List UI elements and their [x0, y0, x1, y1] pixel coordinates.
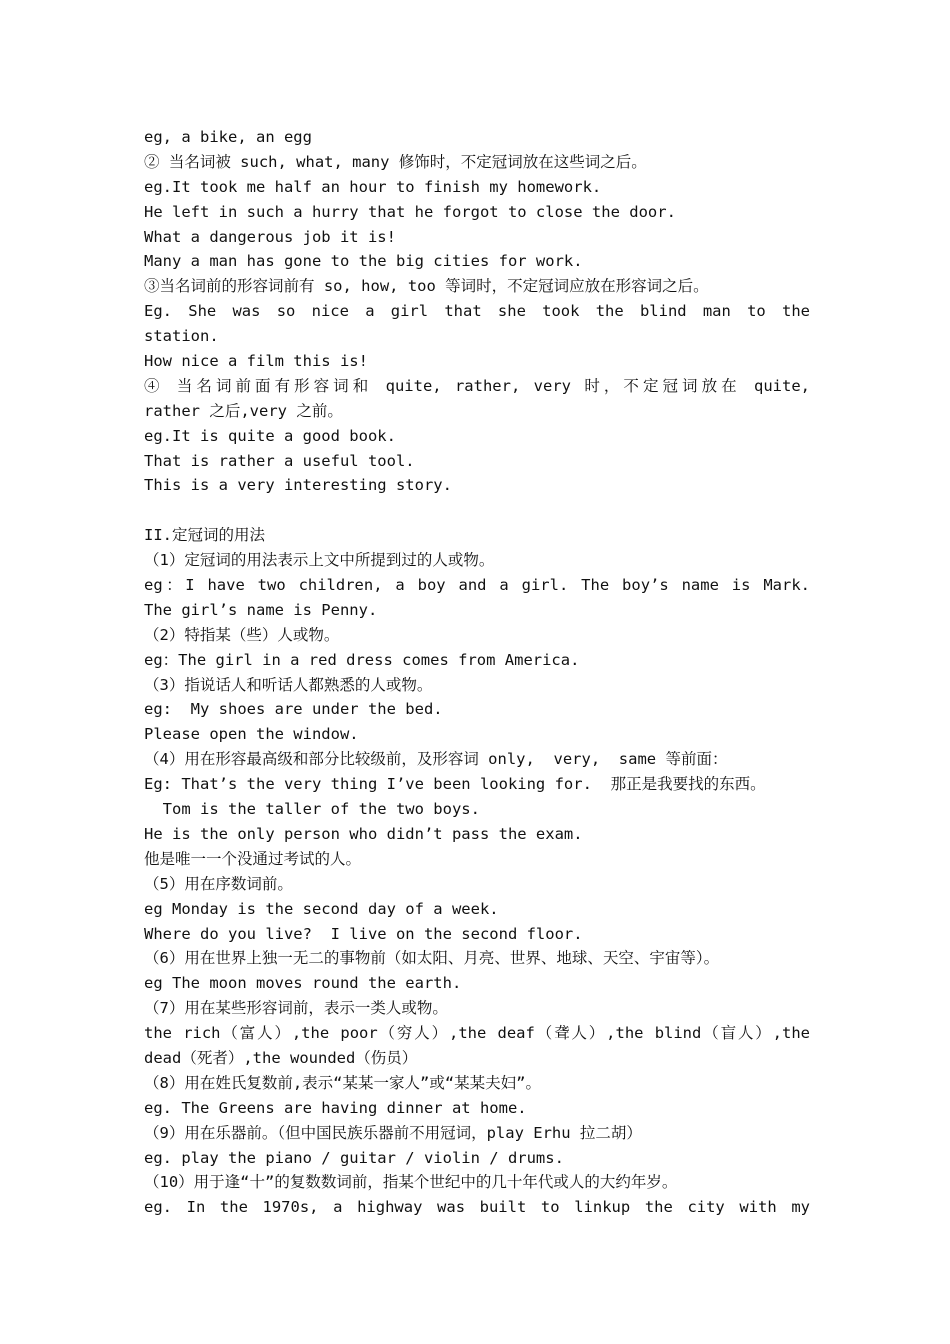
- text-line: Eg: That’s the very thing I’ve been looking for. 那正是我要找的东西。: [144, 775, 766, 794]
- text-line: He is the only person who didn’t pass the exam.: [144, 824, 583, 843]
- text-line: ② 当名词被 such, what, many 修饰时，不定冠词放在这些词之后。: [144, 152, 647, 171]
- document-page: [144, 125, 810, 1220]
- text-line: How nice a film this is!: [144, 352, 368, 371]
- text-line: （9）用在乐器前。（但中国民族乐器前不用冠词，play Erhu 拉二胡）: [144, 1123, 642, 1142]
- text-line: Many a man has gone to the big cities for work.: [144, 252, 583, 271]
- text-line: dead（死者）,the wounded（伤员）: [144, 1048, 418, 1067]
- text-line: the rich（富人）,the poor（穷人）,the deaf（聋人）,the blind（盲人）,the: [144, 1024, 810, 1043]
- text-line: （3）指说话人和听话人都熟悉的人或物。: [144, 675, 433, 694]
- text-line: Eg. She was so nice a girl that she took the blind man to the: [144, 302, 810, 321]
- text-line: （1）定冠词的用法表示上文中所提到过的人或物。: [144, 551, 495, 570]
- text-line: eg. The Greens are having dinner at home.: [144, 1098, 527, 1117]
- text-line: eg, a bike, an egg: [144, 128, 312, 146]
- text-line: That is rather a useful tool.: [144, 451, 415, 470]
- text-line: （5）用在序数词前。: [144, 874, 293, 893]
- text-line: rather 之后,very 之前。: [144, 401, 343, 420]
- text-line: station.: [144, 327, 219, 346]
- text-line: eg. In the 1970s, a highway was built to linkup the city with my: [144, 1198, 810, 1217]
- text-line: What a dangerous job it is!: [144, 227, 396, 246]
- text-line: ④ 当名词前面有形容词和 quite, rather, very 时，不定冠词放在 quite,: [144, 376, 810, 395]
- section-heading: II.定冠词的用法: [144, 526, 265, 545]
- text-line: The girl’s name is Penny.: [144, 600, 378, 619]
- text-line: 他是唯一一个没通过考试的人。: [144, 849, 362, 868]
- text-line: （4）用在形容最高级和部分比较级前，及形容词 only, very, same 等前面：: [144, 750, 728, 769]
- text-line: Where do you live? I live on the second floor.: [144, 924, 583, 943]
- text-line: eg: My shoes are under the bed.: [144, 700, 443, 719]
- text-line: eg The moon moves round the earth.: [144, 974, 462, 993]
- text-line: eg：I have two children, a boy and a girl. The boy’s name is Mark.: [144, 576, 810, 595]
- text-line: （8）用在姓氏复数前,表示“某某一家人”或“某某夫妇”。: [144, 1073, 541, 1092]
- text-line: （6）用在世界上独一无二的事物前（如太阳、月亮、世界、地球、天空、宇宙等）。: [144, 949, 720, 968]
- text-line: ③当名词前的形容词前有 so, how, too 等词时，不定冠词应放在形容词之后。: [144, 277, 709, 296]
- text-line: eg.It is quite a good book.: [144, 426, 396, 445]
- text-line: eg Monday is the second day of a week.: [144, 899, 499, 918]
- text-line: Please open the window.: [144, 725, 359, 744]
- text-line: eg：The girl in a red dress comes from America.: [144, 650, 580, 669]
- text-line: eg.It took me half an hour to finish my homework.: [144, 177, 602, 196]
- text-line: He left in such a hurry that he forgot to close the door.: [144, 202, 676, 221]
- text-line: This is a very interesting story.: [144, 476, 452, 495]
- text-line: Tom is the taller of the two boys.: [144, 800, 480, 819]
- text-line: （2）特指某（些）人或物。: [144, 625, 340, 644]
- text-line: （10）用于逢“十”的复数数词前，指某个世纪中的几十年代或人的大约年岁。: [144, 1173, 678, 1192]
- blank-line: [144, 498, 810, 523]
- text-line: eg. play the piano / guitar / violin / drums.: [144, 1148, 564, 1167]
- text-line: （7）用在某些形容词前，表示一类人或物。: [144, 999, 448, 1018]
